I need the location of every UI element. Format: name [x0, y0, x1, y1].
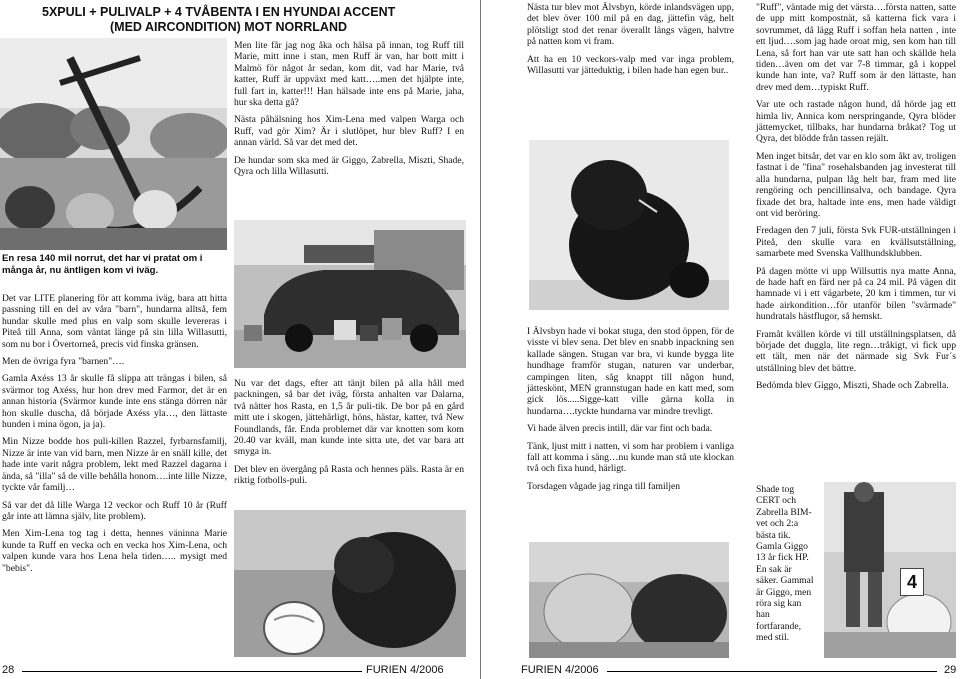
paragraph: Så var det då lille Warga 12 veckor och Ruff 10 år (Ruff går inte att lämna själv, lite problem). — [2, 499, 227, 522]
paragraph: Men lite får jag nog åka och hälsa på innan, tog Ruff till Marie, mitt inne i stan, men Ruff är van, har bott mitt i Malmö för något år sedan, kom dit, vad har Marie, två katter, Ruff är uppväxt med katt…..men det hjälpte inte, full fart in, katter!!! Han hälsade inte ens på Marie, jaha, hur ska detta gå? — [234, 40, 464, 109]
paragraph: Gamla Axéss 13 år skulle få slippa att trängas i bilen, så svärmor tog Axéss, hur hon drev med Farmor, det är en annan historia (Svärmor kunde inte ens stänga dörren när hon skulle duscha, då började Axéss yla…, den lättaste hunden i mina ögon, ja ja). — [2, 373, 227, 431]
paragraph: Nästa påhälsning hos Xim-Lena med valpen Warga och Ruff, vad gör Xim? Är i slutlöpet, hur blev Ruff? I en annan värld. Så var det med det. — [234, 114, 464, 149]
paragraph: Det var LITE planering för att komma iväg, bara att hitta passning till en del av våra "barn", hundarna alltså, fem hundar skulle med plus en valp som skulle levereras i Piteå till Anna, som väntat länge på sin lilla Willasutti, som nu bor i Övertorneå, precis vid finska gränsen. — [2, 293, 227, 350]
paragraph: Tänk, ljust mitt i natten, vi som har problem i vanliga fall att komma i säng…nu kunde man stå ute klockan två och fixa hund, härligt. — [527, 440, 734, 475]
paragraph: Att ha en 10 veckors-valp med var inga problem, Willasutti var jätteduktig, i bilen hade han egen bur.. — [527, 53, 734, 77]
paragraph: De hundar som ska med är Giggo, Zabrella, Miszti, Shade, Qyra och lilla Willasutti. — [234, 154, 464, 178]
article-title-line-2: (MED AIRCONDITION) MOT NORRLAND — [110, 20, 348, 34]
right-column-2-top — [756, 2, 956, 398]
packed-car-photo — [234, 220, 466, 368]
paragraph: Nästa tur blev mot Älvsbyn, körde inlandsvägen upp, det blev över 100 mil på en dag, jättefin väg, helt plötsligt stod det renar överallt längs vägen, halvtre på natten kom vi fram. — [527, 2, 734, 48]
left-page-number: 28 — [2, 664, 15, 676]
right-column-1-top — [527, 2, 734, 82]
paragraph: I Älvsbyn hade vi bokat stuga, den stod öppen, för de visste vi blev sena. Det blev en snabb inpackning sen kallade sängen. Stugan var bra, vi kunde bygga lite hundhage framför stugan, naturen var underbar, campingen liten, såg knappt till någon hund, jätteskönt, MEN grannstugan hade en katt med, som gick lös.....Sigge-katt ville gärna kolla in hundarna….tyckte hundarna var mindre trevligt. — [527, 326, 734, 417]
anchor-dogs-photo — [0, 38, 227, 250]
puppy-photo — [529, 140, 729, 310]
paragraph: Fredagen den 7 juli, första Svk FUR-utställningen i Piteå, den skulle vara en kvällsutställning, samarbete med Svenska Vallhundsklubben. — [756, 225, 956, 260]
photo-caption: En resa 140 mil norrut, det har vi pratat om i många år, nu äntligen kom vi iväg. — [2, 253, 203, 276]
paragraph: Nu var det dags, efter att tänjt bilen på alla håll med packningen, så bar det iväg, första anhalten var Dalarna, två nätter hos Rasta, en 1,5 år puli-tik. De bor på en gård mitt ute i skogen, jättehärligt, höns, hästar, katter, två New Foundlands, får. Enda problemet där var knotten som kom 20.40 var kväll, man kunde inte sitta ute, det var bara att smyga in. — [234, 378, 464, 458]
two-pulis-photo — [529, 542, 729, 658]
right-footer-rule — [607, 671, 937, 672]
left-magazine-name: FURIEN 4/2006 — [366, 664, 444, 676]
left-column-2-top — [234, 40, 464, 183]
paragraph: Framåt kvällen körde vi till utställningsplatsen, då började det duggla, lite regn…tråkigt, vi fick upp ett tält, men när det närmade sig Svk Fur´s utställning blev det bättre. — [756, 328, 956, 374]
puli-with-ball-photo — [234, 510, 466, 657]
paragraph: Var ute och rastade någon hund, då hörde jag ett himla liv, Annica kom nerspringande, Qyra blöder jättemycket, tillbaks, har hundarna bråkat? Tog ut Qyra, det blödde från tassen rejält. — [756, 99, 956, 145]
right-page-number: 29 — [944, 664, 957, 676]
paragraph: Men de övriga fyra "barnen"…. — [2, 356, 125, 368]
left-footer-rule — [22, 671, 362, 672]
paragraph: "Ruff", väntade mig det värsta….första natten, satte de upp mitt kompostnät, så katterna fick vara i sovrummet, då lägg Ruff i soffan hela natten , inte ett ljud….som jag hade oroat mig, sen kom han till Lena, så fort han var ute satt han och skällde hela tiden…även om det var 7-8 timmar, gå i koppel kunde han inte, va? Ruff som är den lättaste, han drev med dem…typiskt Ruff. — [756, 2, 956, 93]
paragraph: Men Xim-Lena tog tag i detta, hennes väninna Marie kunde ta Ruff en vecka och en vecka hos Xim-Lena, och valpen kunde vara hos Lena hela tiden….. mysigt med "bebis". — [2, 528, 227, 574]
paragraph: Det blev en övergång på Rasta och hennes päls. Rasta är en riktig fotbolls-puli. — [234, 463, 464, 487]
paragraph: Torsdagen vågade jag ringa till familjen — [527, 480, 681, 492]
show-ring-photo — [824, 482, 956, 658]
left-column-2-bottom — [234, 378, 464, 493]
right-column-2-narrow: Shade tog CERT och Zabrella BIM-vet och 2:a bästa tik. Gamla Giggo 13 år fick HP. En sak är säker. Gammal är Giggo, men röra sig kan han fortfarande, med stil. — [756, 484, 814, 644]
paragraph: Men inget bitsår, det var en klo som åkt av, troligen fastnat i de "fina" rosehalsbanden jag investerat till alla hundarna, pulpan låg helt bar, fram med lite rengöring och pencillinsalva, och bandage. Qyra fixade det bra, haltade inte ens, men hade väldigt ont vid beröring. — [756, 150, 956, 219]
article-title — [42, 5, 462, 35]
paragraph: Bedömda blev Giggo, Miszti, Shade och Zabrella. — [756, 380, 949, 392]
paragraph: Min Nizze bodde hos puli-killen Razzel, fyrbarnsfamilj, Nizze är inte van vid barn, men Nizze är en snäll kille, det hade inte varit några problem, lekt med Razzel dagarna i ända, så "illa" så de ville behålla honom….inte lille Nizze, tyckte vår familj… — [2, 436, 227, 494]
paragraph: Vi hade älven precis intill, där var fint och bada. — [527, 423, 713, 435]
show-number-badge: 4 — [900, 568, 924, 596]
right-magazine-name: FURIEN 4/2006 — [521, 664, 599, 676]
article-title-line-1: 5XPULI + PULIVALP + 4 TVÅBENTA I EN HYUNDAI ACCENT — [42, 5, 396, 19]
left-column-1 — [2, 293, 227, 580]
page-gutter — [480, 0, 485, 679]
right-column-1-bottom — [527, 326, 734, 498]
paragraph: På dagen mötte vi upp Willsuttis nya matte Anna, de hade haft en färd ner på ca 24 mil. På vägen dit hamnade vi i ett vägarbete, 20 km i timmen, tur vi hade airkondition…för utanför bilen "svärmade" hundratals hästflugor, så hemskt. — [756, 265, 956, 323]
